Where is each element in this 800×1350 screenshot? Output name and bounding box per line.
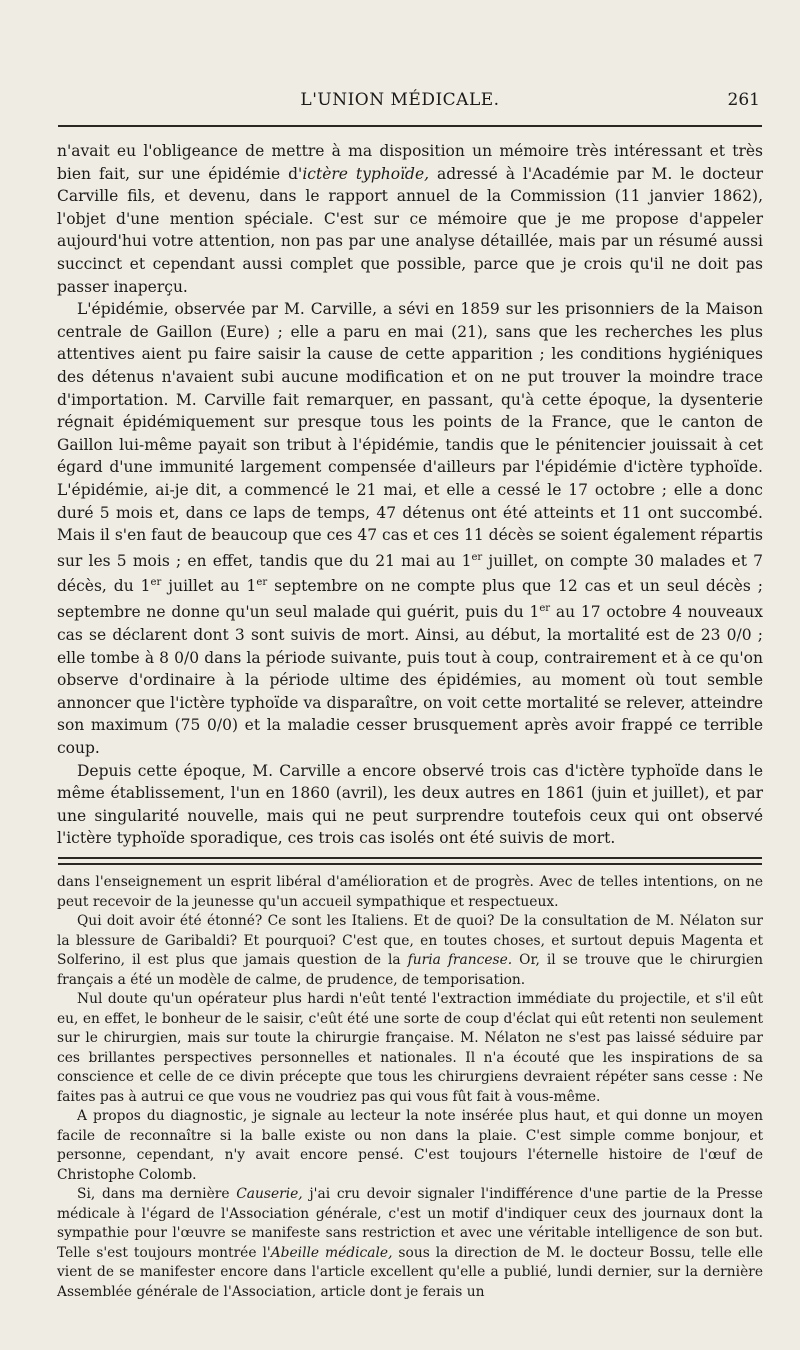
section-divider [58,857,762,865]
paragraph-2: L'épidémie, observée par M. Carville, a sévi en 1859 sur les prisonniers de la Maison centrale de Gaillon (Eure) ; elle a paru en mai (21), sans que les recherches les plus attentives aient pu faire saisir la cause de cette apparition ; les conditions hygiéniques des détenus n'avaient subi aucune modification et on ne put trouver la moindre trace d'importation. M. Carville fait remarquer, en passant, qu'à cette époque, la dysenterie régnait épidémiquement sur presque tous les points de la France, que le canton de Gaillon lui-même payait son tribut à l'épidémie, tandis que le pénitencier jouissait à cet égard d'une immunité largement compensée d'ailleurs par l'épidémie d'ictère typhoïde. L'épidémie, ai-je dit, a commencé le 21 mai, et elle a cessé le 17 octobre ; elle a donc duré 5 mois et, dans ce laps de temps, 47 détenus ont été atteints et 11 ont succombé. Mais il s'en faut de beaucoup que ces 47 cas et ces 11 décès se soient également répartis sur les 5 mois ; en effet, tandis que du 21 mai au 1er juillet, on compte 30 malades et 7 décès, du 1er juillet au 1er septembre on ne compte plus que 12 cas et un seul décès ; septembre ne donne qu'un seul malade qui guérit, puis du 1er au 17 octobre 4 nouveaux cas se déclarent dont 3 sont suivis de mort. Ainsi, au début, la mortalité est de 23 0/0 ; elle tombe à 8 0/0 dans la période suivante, puis tout à coup, contrairement et à ce qu'on observe d'ordinaire à la période ultime des épidémies, au moment où tout semble annoncer que l'ictère typhoïde va disparaître, on voit cette mortalité se relever, atteindre son maximum (75 0/0) et la maladie cesser brusquement après avoir frappé ce terrible coup. [57,300,764,757]
feuilleton-paragraph-5: Si, dans ma dernière Causerie, j'ai cru devoir signaler l'indifférence d'une partie de la Presse médicale à l'égard de l'Association générale, c'est un motif d'indiquer ceux des journaux dont la sympathie pour l'œuvre se manifeste sans restriction et avec une véritable intelligence de son but. Telle s'est toujours montrée l'Abeille médicale, sous la direction de M. le docteur Bossu, telle elle vient de se manifester encore dans l'article excellent qu'elle a publié, lundi dernier, sur la dernière Assemblée générale de l'Association, article dont je ferais un [57,1186,763,1300]
page-number: 261 [727,90,760,110]
feuilleton [57,873,763,1302]
feuilleton-paragraph-1: dans l'enseignement un esprit libéral d'amélioration et de progrès. Avec de telles intentions, on ne peut recevoir de la jeunesse qu'un accueil sympathique et respectueux. [57,874,763,910]
main-article [57,140,763,850]
feuilleton-paragraph-2: Qui doit avoir été étonné? Ce sont les Italiens. Et de quoi? De la consultation de M. Nélaton sur la blessure de Garibaldi? Et pourquoi? C'est que, en toutes choses, et surtout depuis Magenta et Solferino, il est plus que jamais question de la furia francese. Or, il se trouve que le chirurgien français a été un modèle de calme, de prudence, de temporisation. [57,913,764,988]
feuilleton-paragraph-3: Nul doute qu'un opérateur plus hardi n'eût tenté l'extraction immédiate du projectile, et s'il eût eu, en effet, le bonheur de le saisir, c'eût été une sorte de coup d'éclat qui eût retenti non seulement sur le chirurgien, mais sur toute la chirurgie française. M. Nélaton ne s'est pas laissé séduire par ces brillantes perspectives personnelles et nationales. Il n'a écouté que les inspirations de sa conscience et celle de ce divin précepte que tous les chirurgiens devraient répéter sans cesse : Ne faites pas à autrui ce que vous ne voudriez pas qui vous fût fait à vous-même. [57,991,763,1105]
page-header [0,90,800,116]
running-title: L'UNION MÉDICALE. [300,90,500,110]
feuilleton-paragraph-4: A propos du diagnostic, je signale au lecteur la note insérée plus haut, et qui donne un moyen facile de reconnaître si la balle existe ou non dans la plaie. C'est simple comme bonjour, et personne, cependant, n'y avait encore pensé. C'est toujours l'éternelle histoire de l'œuf de Christophe Colomb. [57,1108,763,1183]
header-rule [58,125,762,127]
paragraph-3: Depuis cette époque, M. Carville a encore observé trois cas d'ictère typhoïde dans le même établissement, l'un en 1860 (avril), les deux autres en 1861 (juin et juillet), et par une singularité nouvelle, mais qui ne peut surprendre toutefois ceux qui ont observé l'ictère typhoïde sporadique, ces trois cas isolés ont été suivis de mort. [57,761,763,848]
paragraph-1: n'avait eu l'obligeance de mettre à ma disposition un mémoire très intéressant et très bien fait, sur une épidémie d'ictère typhoïde, adressé à l'Académie par M. le docteur Carville fils, et devenu, dans le rapport annuel de la Commission (11 janvier 1862), l'objet d'une mention spéciale. C'est sur ce mémoire que je me propose d'appeler aujourd'hui votre attention, non pas par une analyse détaillée, mais par un résumé aussi succinct et cependant aussi complet que possible, parce que je crois qu'il ne doit pas passer inaperçu. [57,142,763,296]
